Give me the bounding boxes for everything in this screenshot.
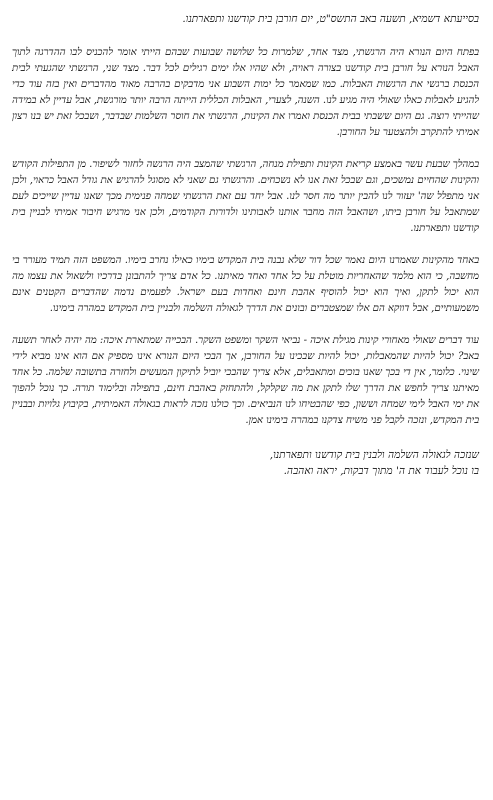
paragraph-2: במהלך שבעת עשר באמצע קריאת הקינות ותפילת מנחה, הרגשתי שהמצב היה הרגשה לחזור לשיפור. מן התפילות הקודש והקינות שהחיים נמשכים, וגם שבכל זאת אנו לא נשכחים. והרגשתי גם שאני לא מסוגל להרגיש את גודל האבל כראוי, ולכן אני מתפלל שה' יעזור לנו להבין יותר מה חסר לנו. אבל יחד עם זאת הרגשתי שמחה פנימית מכך שאנו עדיין שייכים לעם שמתאבל על חורבן ביתו, ושהאבל הזה מחבר אותנו לאבותינו ולדורות הקודמים, ולכן אני מרגיש חיבור אמיתי לבניין בית קודשנו ותפארתנו. <box>12 159 479 234</box>
closing-blessing <box>12 447 479 479</box>
paragraph-4: עוד דברים שאולי מאחורי קינות מגילת איכה - נביאי השקר ומשפט השקר. הבכייה שמתארת איכה: מה יהיה לאחר תשעה באב? יכול להיות שהמאבלות, יכול להיות שבכינו על החורבן, אך הבכי היום הנורא אינו מספיק אם הוא אינו מביא לידי שינוי. כלומר, אין די בכך שאנו בוכים ומתאבלים, אלא צריך שהבכי יוביל לתיקון המעשים ולחזרה בתשובה שלמה. כל אחד מאיתנו צריך לחפש את הדרך שלו לתקן את מה שקלקל, ולהתחזק באהבת חינם, בתפילה ובלימוד תורה. כך נוכל להפוך את ימי האבל לימי שמחה וששון, כפי שהבטיחו לנו הנביאים. וכך כולנו נזכה לראות בגאולה האמיתית, בקיבוץ גלויות ובבניין בית המקדש, ונזכה לקבל פני משיח צדקנו במהרה בימינו אמן. <box>12 335 479 426</box>
letter-header: בסייעתא דשמיא, תשעה באב התשס"ט, יום חורבן בית קודשנו ותפארתנו. <box>182 13 479 25</box>
closing-line-2: בו נוכל לעבוד את ה' מתוך דבקות, יראה ואהבה. <box>283 465 479 477</box>
closing-line-1: שנזכה לגאולה השלמה ולבנין בית קודשנו ותפארתנו, <box>269 449 479 461</box>
paragraph-1: בפתח היום הנורא היה הרגשתי, מצד אחד, שלמרות כל שלושה שבועות שבהם הייתי אומר להכניס לבו ההדרגה לתוך האבל הנורא על חורבן בית קודשנו בצורה ראויה, ולא שהיו אלו ימים רגילים לכל דבר. מצד שני, הרגשתי שהגעתי לבית הכנסת ברגשי את הרגשות האבלות. כמו שמאמר כל ימות השבוע אני מדבקים בהרבה מאוד מהדברים ואין בזה עוד כדי להגיע לאבלות כאלו שאולי היה מגיע לנו. השנה, לצערי, האבלות הכללית הייתה הרבה יותר מורגשת, אבל עדיין לא במידה שהייתי רוצה. גם היום ששבתי בבית הכנסת ואמרו את הקינות, הרגשתי את חוסר השלמות שבדבר, ושבכל זאת יש בנו רצון אמיתי להתקרב ולהצטער על החורבן. <box>12 47 479 138</box>
paragraph-3: באחד מהקינות שאמרנו היום נאמר שכל דור שלא נבנה בית המקדש בימיו כאילו נחרב בימיו. המשפט הזה תמיד מעורר בי מחשבה, כי הוא מלמד שהאחריות מוטלת על כל אחד ואחד מאיתנו. כל אדם צריך להתבונן בדרכיו ולשאול את עצמו מה הוא יכול לתקן, ואיך הוא יכול להוסיף אהבת חינם ואחדות בעם ישראל. לפעמים נדמה שהדברים הקטנים אינם משמעותיים, אבל דווקא הם אלו שמצטברים ובונים את הדרך לגאולה השלמה ולבניין בית המקדש במהרה בימינו. <box>12 255 479 314</box>
